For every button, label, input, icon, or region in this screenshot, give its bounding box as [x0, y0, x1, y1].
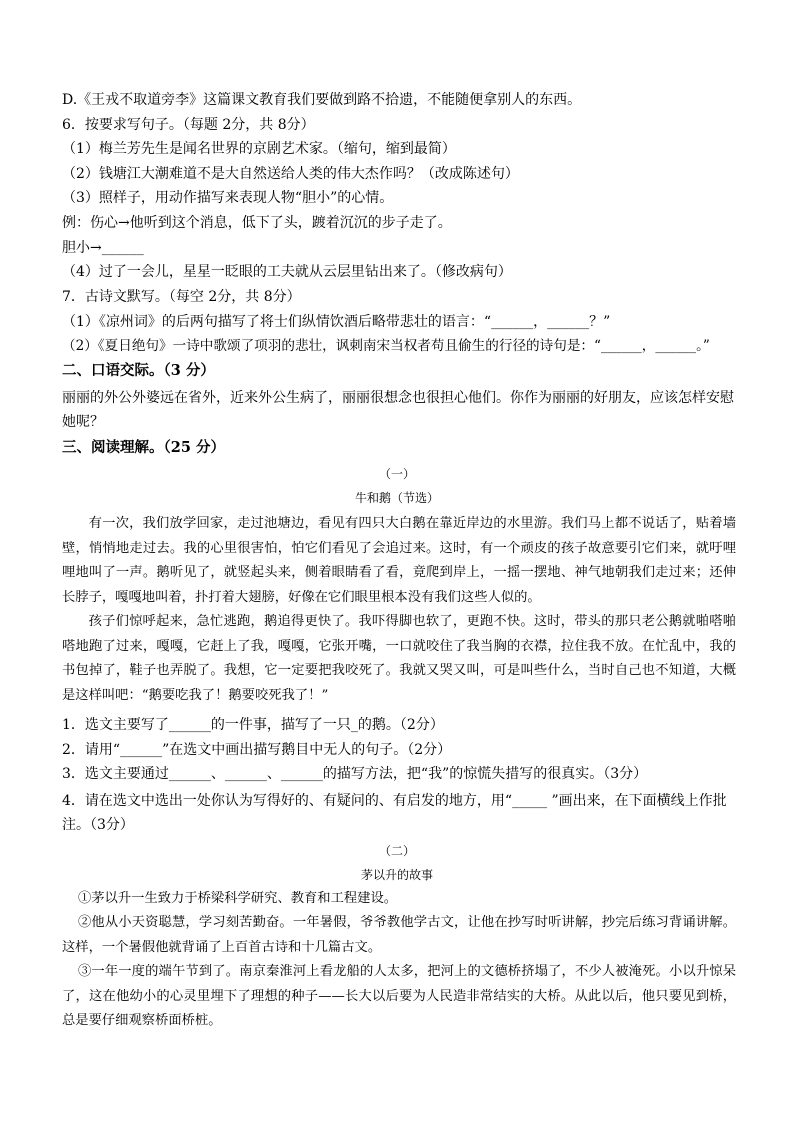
- reading-question-2: 2．请用“______”在选文中画出描写鹅目中无人的句子。（2分）: [62, 742, 452, 758]
- passage-2-number: （二）: [378, 844, 415, 858]
- passage-1-title: 牛和鹅（节选）: [354, 491, 439, 505]
- section-3-heading: 三、阅读理解。（25 分）: [62, 439, 225, 456]
- example-line: 例：伤心→他听到这个消息，低下了头，踱着沉沉的步子走了。: [62, 215, 452, 231]
- passage-1-paragraph-1: 有一次，我们放学回家，走过池塘边，看见有四只大白鹅在靠近岸边的水里游。我们马上都不说话了，贴着墙壁，悄悄地走过去。我的心里很害怕，怕它们看见了会追过来。这时，有一个顽皮的孩子故意要引它们来，就吁哩哩地叫了一声。鹅听见了，就竖起头来，侧着眼睛看了看，竟爬到岸上，一摇一摆地、神气地朝我们走过来；还伸长脖子，嘎嘎地叫着，扑打着大翅膀，好像在它们眼里根本没有我们这些人似的。: [62, 516, 736, 605]
- question-6-1: （1）梅兰芳先生是闻名世界的京剧艺术家。（缩句，缩到最简）: [62, 141, 456, 157]
- question-7-2: （2）《夏日绝句》一诗中歌颂了项羽的悲壮，讽刺南宋当权者苟且偷生的行径的诗句是：“______，______。”: [62, 338, 710, 354]
- passage-2-title: 茅以升的故事: [360, 868, 433, 882]
- option-d: D.《王戎不取道旁李》这篇课文教育我们要做到路不拾遗，不能随便拿别人的东西。: [62, 92, 582, 108]
- reading-question-1: 1．选文主要写了______的一件事，描写了一只_的鹅。（2分）: [62, 717, 444, 733]
- reading-question-4: 4．请在选文中选出一处你认为写得好的、有疑问的、有启发的地方，用“_____ ”画出来，在下面横线上作批注。（3分）: [62, 793, 727, 833]
- passage-2-paragraph-3: ③一年一度的端午节到了。南京秦淮河上看龙船的人太多，把河上的文德桥挤塌了，不少人被淹死。小以升惊呆了，这在他幼小的心灵里埋下了理想的种子——长大以后要为人民造非常结实的大桥。从此以后，他只要见到桥，总是要仔细观察桥面桥桩。: [62, 964, 736, 1028]
- question-7-1: （1）《凉州词》的后两句描写了将士们纵情饮酒后略带悲壮的语言：“______，______？”: [62, 314, 611, 330]
- passage-2-paragraph-1: ①茅以升一生致力于桥梁科学研究、教育和工程建设。: [77, 891, 398, 906]
- question-6-3: （3）照样子，用动作描写来表现人物“胆小”的心情。: [62, 190, 394, 206]
- question-7-heading: 7．古诗文默写。（每空 2分，共 8分）: [62, 289, 301, 305]
- reading-question-3: 3．选文主要通过______、______、______的描写方法，把“我”的惊慌失措写的很真实。（3分）: [62, 766, 648, 782]
- question-6-4: （4）过了一会儿，星星一眨眼的工夫就从云层里钻出来了。（修改病句）: [62, 264, 512, 280]
- question-6-heading: 6．按要求写句子。（每题 2分，共 8分）: [62, 117, 315, 133]
- passage-1-number: （一）: [378, 467, 415, 481]
- passage-1-paragraph-2: 孩子们惊呼起来，急忙逃跑，鹅追得更快了。我吓得脚也软了，更跑不快。这时，带头的那只老公鹅就啪嗒啪嗒地跑了过来，嘎嘎，它赶上了我，嘎嘎，它张开嘴，一口就咬住了我当胸的衣襟，拉住我不放。在忙乱中，我的书包掉了，鞋子也弄脱了。我想，它一定要把我咬死了。我就又哭又叫，可是叫些什么，当时自己也不知道，大概是这样叫吧：“鹅要吃我了！鹅要咬死我了！”: [62, 614, 736, 703]
- question-6-2: （2）钱塘江大潮难道不是大自然送给人类的伟大杰作吗？（改成陈述句）: [62, 166, 519, 182]
- danxiao-line: 胆小→______: [62, 240, 144, 256]
- section-2-body: 丽丽的外公外婆远在省外，近来外公生病了，丽丽很想念也很担心他们。你作为丽丽的好朋友，应该怎样安慰她呢？: [62, 390, 734, 430]
- section-2-heading: 二、口语交际。（3 分）: [62, 362, 215, 379]
- passage-2-paragraph-2: ②他从小天资聪慧，学习刻苦勤奋。一年暑假，爷爷教他学古文，让他在抄写时听讲解，抄完后练习背诵讲解。这样，一个暑假他就背诵了上百首古诗和十几篇古文。: [62, 915, 736, 955]
